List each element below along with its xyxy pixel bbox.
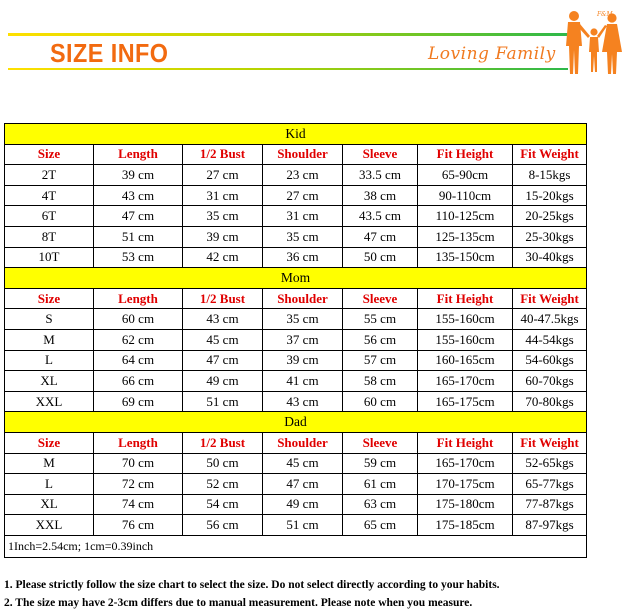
column-header: Shoulder xyxy=(263,144,343,165)
table-cell: 135-150cm xyxy=(418,247,513,268)
table-cell: 47 cm xyxy=(343,226,418,247)
section-row-kid xyxy=(5,124,587,145)
table-cell: 77-87kgs xyxy=(513,494,587,515)
table-row xyxy=(5,515,587,536)
table-cell: 170-175cm xyxy=(418,474,513,495)
note-line-1: 1. Please strictly follow the size chart to select the size. Do not select directly according to your habits. xyxy=(4,579,500,591)
table-cell: 43 cm xyxy=(183,309,263,330)
table-cell: 39 cm xyxy=(94,165,183,186)
column-header-row xyxy=(5,288,587,309)
table-cell: 39 cm xyxy=(183,226,263,247)
banner-divider-bottom xyxy=(8,68,568,70)
table-cell: 165-170cm xyxy=(418,371,513,392)
table-cell: 31 cm xyxy=(263,206,343,227)
table-cell: 76 cm xyxy=(94,515,183,536)
svg-text:F&M: F&M xyxy=(597,11,613,18)
table-row xyxy=(5,329,587,350)
table-row xyxy=(5,226,587,247)
table-row xyxy=(5,350,587,371)
table-cell: 54 cm xyxy=(183,494,263,515)
table-cell: 165-170cm xyxy=(418,453,513,474)
table-cell: 35 cm xyxy=(183,206,263,227)
column-header: Length xyxy=(94,288,183,309)
table-cell: 55 cm xyxy=(343,309,418,330)
column-header: Sleeve xyxy=(343,432,418,453)
table-cell: 60 cm xyxy=(343,391,418,412)
table-cell: 49 cm xyxy=(263,494,343,515)
table-cell: 90-110cm xyxy=(418,185,513,206)
column-header: 1/2 Bust xyxy=(183,144,263,165)
table-cell: 38 cm xyxy=(343,185,418,206)
table-cell: 58 cm xyxy=(343,371,418,392)
table-cell: 66 cm xyxy=(94,371,183,392)
table-cell: 37 cm xyxy=(263,329,343,350)
column-header: Fit Height xyxy=(418,144,513,165)
table-cell: 52-65kgs xyxy=(513,453,587,474)
table-cell: 6T xyxy=(5,206,94,227)
table-cell: 56 cm xyxy=(183,515,263,536)
table-cell: 56 cm xyxy=(343,329,418,350)
column-header: Length xyxy=(94,144,183,165)
column-header: Size xyxy=(5,144,94,165)
table-cell: 57 cm xyxy=(343,350,418,371)
table-cell: 72 cm xyxy=(94,474,183,495)
table-cell: 2T xyxy=(5,165,94,186)
size-table xyxy=(4,123,587,558)
family-silhouette-icon xyxy=(550,6,640,76)
table-cell: 39 cm xyxy=(263,350,343,371)
table-row xyxy=(5,453,587,474)
header-banner xyxy=(0,0,640,80)
table-cell: 49 cm xyxy=(183,371,263,392)
table-cell: L xyxy=(5,474,94,495)
table-cell: XL xyxy=(5,371,94,392)
column-header: Size xyxy=(5,432,94,453)
conversion-note: 1Inch=2.54cm; 1cm=0.39inch xyxy=(5,535,587,557)
conversion-row xyxy=(5,535,587,557)
table-cell: 160-165cm xyxy=(418,350,513,371)
table-cell: XXL xyxy=(5,391,94,412)
table-cell: 60 cm xyxy=(94,309,183,330)
table-cell: 70 cm xyxy=(94,453,183,474)
section-title: Mom xyxy=(5,268,587,289)
table-row xyxy=(5,247,587,268)
table-cell: 52 cm xyxy=(183,474,263,495)
table-cell: 50 cm xyxy=(183,453,263,474)
table-cell: 155-160cm xyxy=(418,329,513,350)
table-row xyxy=(5,474,587,495)
section-title: Dad xyxy=(5,412,587,433)
table-cell: 42 cm xyxy=(183,247,263,268)
table-cell: 44-54kgs xyxy=(513,329,587,350)
table-cell: M xyxy=(5,453,94,474)
table-cell: 54-60kgs xyxy=(513,350,587,371)
column-header: Length xyxy=(94,432,183,453)
table-cell: 43 cm xyxy=(263,391,343,412)
table-row xyxy=(5,391,587,412)
notes-block xyxy=(4,576,634,612)
table-cell: 51 cm xyxy=(94,226,183,247)
size-chart xyxy=(4,123,586,558)
table-cell: 51 cm xyxy=(183,391,263,412)
table-cell: 50 cm xyxy=(343,247,418,268)
table-cell: 36 cm xyxy=(263,247,343,268)
table-cell: 45 cm xyxy=(183,329,263,350)
table-cell: 155-160cm xyxy=(418,309,513,330)
table-cell: 8T xyxy=(5,226,94,247)
table-cell: XXL xyxy=(5,515,94,536)
table-cell: 47 cm xyxy=(263,474,343,495)
table-cell: 15-20kgs xyxy=(513,185,587,206)
table-cell: 74 cm xyxy=(94,494,183,515)
banner-divider-top xyxy=(8,33,568,36)
table-cell: 20-25kgs xyxy=(513,206,587,227)
column-header: 1/2 Bust xyxy=(183,432,263,453)
table-cell: 40-47.5kgs xyxy=(513,309,587,330)
column-header: Fit Weight xyxy=(513,288,587,309)
table-cell: 62 cm xyxy=(94,329,183,350)
table-cell: 43 cm xyxy=(94,185,183,206)
table-cell: 69 cm xyxy=(94,391,183,412)
table-cell: S xyxy=(5,309,94,330)
table-cell: 4T xyxy=(5,185,94,206)
column-header: Size xyxy=(5,288,94,309)
table-cell: L xyxy=(5,350,94,371)
table-cell: 53 cm xyxy=(94,247,183,268)
table-cell: 59 cm xyxy=(343,453,418,474)
column-header: Fit Height xyxy=(418,432,513,453)
column-header-row xyxy=(5,432,587,453)
table-cell: 51 cm xyxy=(263,515,343,536)
column-header: Shoulder xyxy=(263,288,343,309)
column-header: Sleeve xyxy=(343,288,418,309)
column-header: Fit Height xyxy=(418,288,513,309)
table-cell: 125-135cm xyxy=(418,226,513,247)
column-header: Sleeve xyxy=(343,144,418,165)
section-title: Kid xyxy=(5,124,587,145)
table-cell: 35 cm xyxy=(263,309,343,330)
note-line-2: 2. The size may have 2-3cm differs due to manual measurement. Please note when you measure. xyxy=(4,597,473,609)
table-row xyxy=(5,309,587,330)
banner-tagline: Loving Family xyxy=(428,44,556,64)
table-cell: 64 cm xyxy=(94,350,183,371)
table-cell: 43.5 cm xyxy=(343,206,418,227)
column-header: Fit Weight xyxy=(513,432,587,453)
table-cell: 47 cm xyxy=(183,350,263,371)
table-cell: 175-180cm xyxy=(418,494,513,515)
table-row xyxy=(5,165,587,186)
table-cell: 33.5 cm xyxy=(343,165,418,186)
table-cell: 65-90cm xyxy=(418,165,513,186)
table-row xyxy=(5,371,587,392)
table-cell: 8-15kgs xyxy=(513,165,587,186)
table-cell: 41 cm xyxy=(263,371,343,392)
table-cell: 45 cm xyxy=(263,453,343,474)
table-cell: 110-125cm xyxy=(418,206,513,227)
table-cell: 165-175cm xyxy=(418,391,513,412)
column-header: 1/2 Bust xyxy=(183,288,263,309)
table-row xyxy=(5,494,587,515)
table-cell: 10T xyxy=(5,247,94,268)
table-cell: 27 cm xyxy=(183,165,263,186)
table-cell: 47 cm xyxy=(94,206,183,227)
column-header-row xyxy=(5,144,587,165)
table-cell: 35 cm xyxy=(263,226,343,247)
table-cell: 65-77kgs xyxy=(513,474,587,495)
table-row xyxy=(5,185,587,206)
table-cell: 87-97kgs xyxy=(513,515,587,536)
table-cell: 30-40kgs xyxy=(513,247,587,268)
table-cell: 70-80kgs xyxy=(513,391,587,412)
banner-title: SIZE INFO xyxy=(50,38,169,68)
section-row-mom xyxy=(5,268,587,289)
table-cell: 65 cm xyxy=(343,515,418,536)
table-cell: 27 cm xyxy=(263,185,343,206)
table-cell: 175-185cm xyxy=(418,515,513,536)
table-cell: 63 cm xyxy=(343,494,418,515)
table-cell: XL xyxy=(5,494,94,515)
table-row xyxy=(5,206,587,227)
table-cell: 23 cm xyxy=(263,165,343,186)
table-cell: 25-30kgs xyxy=(513,226,587,247)
section-row-dad xyxy=(5,412,587,433)
column-header: Shoulder xyxy=(263,432,343,453)
table-cell: 60-70kgs xyxy=(513,371,587,392)
table-cell: 61 cm xyxy=(343,474,418,495)
column-header: Fit Weight xyxy=(513,144,587,165)
table-cell: M xyxy=(5,329,94,350)
table-cell: 31 cm xyxy=(183,185,263,206)
